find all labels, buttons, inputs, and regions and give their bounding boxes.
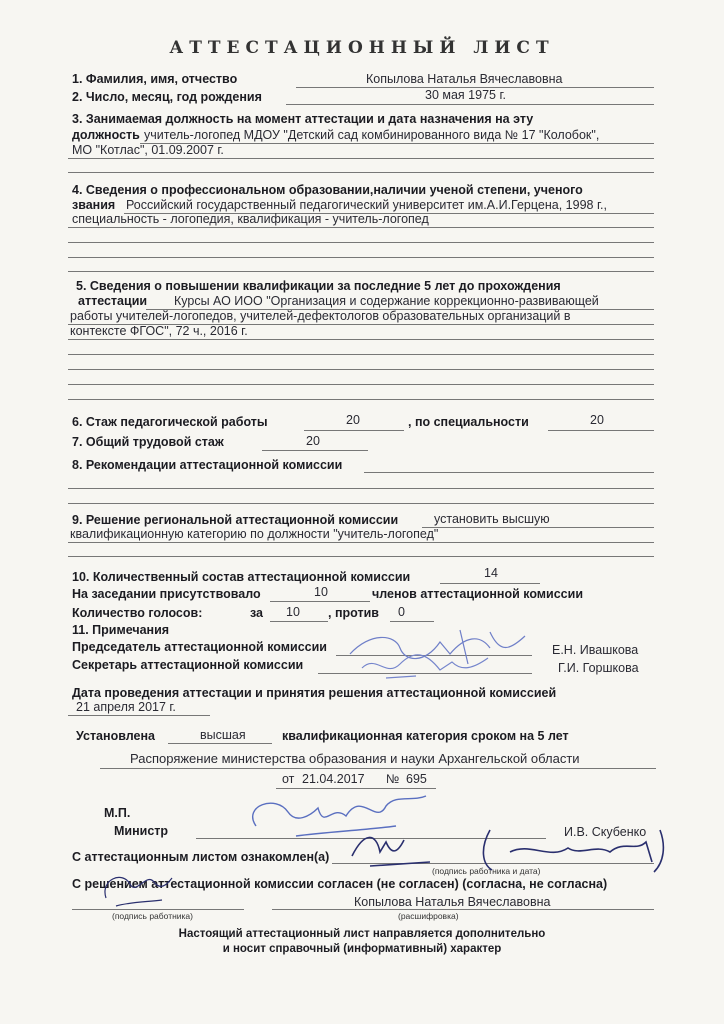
ped-experience-line — [304, 430, 404, 431]
education-value-1: Российский государственный педагогический университет им.А.И.Герцена, 1998 г., — [126, 198, 607, 212]
category-value: высшая — [200, 728, 246, 742]
secretary-signature-icon — [356, 648, 496, 684]
votes-for-label: за — [250, 606, 264, 620]
specialty-experience-label: , по специальности — [408, 415, 529, 429]
votes-for-line — [270, 621, 328, 622]
notes-label: 11. Примечания — [72, 623, 170, 637]
position-value-1: учитель-логопед МДОУ "Детский сад комбинированного вида № 17 "Колобок", — [144, 128, 600, 142]
qualification-value-1: Курсы АО ИОО "Организация и содержание коррекционно-развивающей — [174, 294, 599, 308]
acquainted-caption: (подпись работника и дата) — [432, 866, 541, 876]
secretary-name: Г.И. Горшкова — [558, 661, 639, 675]
votes-label: Количество голосов: — [72, 606, 203, 620]
order-number: 695 — [406, 772, 427, 786]
minister-label: Министр — [114, 824, 169, 838]
present-line — [270, 601, 370, 602]
decision-line-1 — [422, 527, 654, 528]
category-label-right: квалификационная категория сроком на 5 лет — [282, 729, 569, 743]
category-label-left: Установлена — [76, 729, 155, 743]
category-line — [168, 743, 272, 744]
agreement-signature-icon — [96, 862, 176, 910]
chair-name: Е.Н. Ивашкова — [552, 643, 639, 657]
birth-date-value: 30 мая 1975 г. — [425, 88, 506, 102]
total-experience-label: 7. Общий трудовой стаж — [72, 435, 224, 449]
decision-date-line — [68, 715, 210, 716]
employee-signature-icon — [340, 822, 680, 876]
commission-size-label: 10. Количественный состав аттестационной комиссии — [72, 570, 411, 584]
present-suffix: членов аттестационной комиссии — [372, 587, 583, 601]
agreement-name-caption: (расшифровка) — [398, 911, 459, 921]
ped-experience-label: 6. Стаж педагогической работы — [72, 415, 268, 429]
decision-label: 9. Решение региональной аттестационной комиссии — [72, 513, 399, 527]
qualification-line-6 — [68, 384, 654, 385]
qualification-line-7 — [68, 399, 654, 400]
recommendations-line-1 — [364, 472, 654, 473]
agreement-name-line — [272, 909, 654, 910]
order-date: 21.04.2017 — [302, 772, 365, 786]
position-line-3 — [68, 172, 654, 173]
decision-line-3 — [68, 556, 654, 557]
stamp-place-label: М.П. — [104, 806, 131, 820]
qualification-line-5 — [68, 369, 654, 370]
qualification-value-3: контексте ФГОС", 72 ч., 2016 г. — [70, 324, 248, 338]
position-value-2: МО "Котлас", 01.09.2007 г. — [72, 143, 224, 157]
votes-against-value: 0 — [398, 605, 405, 619]
position-label: 3. Занимаемая должность на момент аттестации и дата назначения на эту — [72, 112, 534, 126]
acquainted-label: С аттестационным листом ознакомлен(а) — [72, 850, 330, 864]
order-line-1 — [100, 768, 656, 769]
total-experience-line — [262, 450, 368, 451]
recommendations-label: 8. Рекомендации аттестационной комиссии — [72, 458, 343, 472]
education-line-3 — [68, 242, 654, 243]
education-label-cont: звания — [72, 198, 116, 212]
present-label: На заседании присутствовало — [72, 587, 261, 601]
footer-line-2: и носит справочный (информативный) характер — [222, 943, 502, 955]
votes-against-label: , против — [328, 606, 379, 620]
footer-line-1: Настоящий аттестационный лист направляется дополнительно — [178, 928, 546, 940]
full-name-value: Копылова Наталья Вячеславовна — [366, 72, 563, 86]
agreement-label: С решением аттестационной комиссии согласен (не согласен) (согласна, не согласна) — [72, 877, 608, 891]
birth-date-label: 2. Число, месяц, год рождения — [72, 90, 262, 104]
recommendations-line-3 — [68, 503, 654, 504]
ped-experience-value: 20 — [346, 413, 360, 427]
education-line-5 — [68, 271, 654, 272]
qualification-label: 5. Сведения о повышении квалификации за последние 5 лет до прохождения — [76, 279, 561, 293]
education-value-2: специальность - логопедия, квалификация - учитель-логопед — [72, 212, 429, 226]
decision-value-1: установить высшую — [434, 512, 550, 526]
position-label-cont: должность — [72, 128, 140, 142]
document-title: АТТЕСТАЦИОННЫЙ ЛИСТ — [169, 38, 555, 58]
agreement-name: Копылова Наталья Вячеславовна — [354, 895, 551, 909]
education-label: 4. Сведения о профессиональном образовании,наличии ученой степени, ученого — [72, 183, 583, 197]
recommendations-line-2 — [68, 488, 654, 489]
order-from-label: от — [282, 772, 295, 786]
votes-against-line — [390, 621, 434, 622]
full-name-label: 1. Фамилия, имя, отчество — [72, 72, 238, 86]
decision-date-label: Дата проведения аттестации и принятия решения аттестационной комиссией — [72, 686, 557, 700]
minister-name: И.В. Скубенко — [564, 825, 647, 839]
commission-size-line — [440, 583, 540, 584]
birth-date-line — [286, 104, 654, 105]
chair-label: Председатель аттестационной комиссии — [72, 640, 327, 654]
order-number-label: № — [386, 772, 400, 786]
commission-size-value: 14 — [484, 566, 498, 580]
position-line-2 — [68, 158, 654, 159]
order-text: Распоряжение министерства образования и науки Архангельской области — [130, 751, 580, 766]
votes-for-value: 10 — [286, 605, 300, 619]
total-experience-value: 20 — [306, 434, 320, 448]
qualification-line-3 — [68, 339, 654, 340]
present-value: 10 — [314, 585, 328, 599]
qualification-line-4 — [68, 354, 654, 355]
education-line-4 — [68, 257, 654, 258]
decision-line-2 — [68, 542, 654, 543]
agreement-sign-caption: (подпись работника) — [112, 911, 193, 921]
decision-value-2: квалификационную категорию по должности "учитель-логопед" — [70, 527, 439, 541]
education-line-2 — [68, 227, 654, 228]
secretary-label: Секретарь аттестационной комиссии — [72, 658, 304, 672]
specialty-experience-value: 20 — [590, 413, 604, 427]
qualification-value-2: работы учителей-логопедов, учителей-дефектологов образовательных организаций в — [70, 309, 571, 323]
qualification-label-cont: аттестации — [78, 294, 148, 308]
specialty-experience-line — [548, 430, 654, 431]
decision-date-value: 21 апреля 2017 г. — [76, 700, 176, 714]
